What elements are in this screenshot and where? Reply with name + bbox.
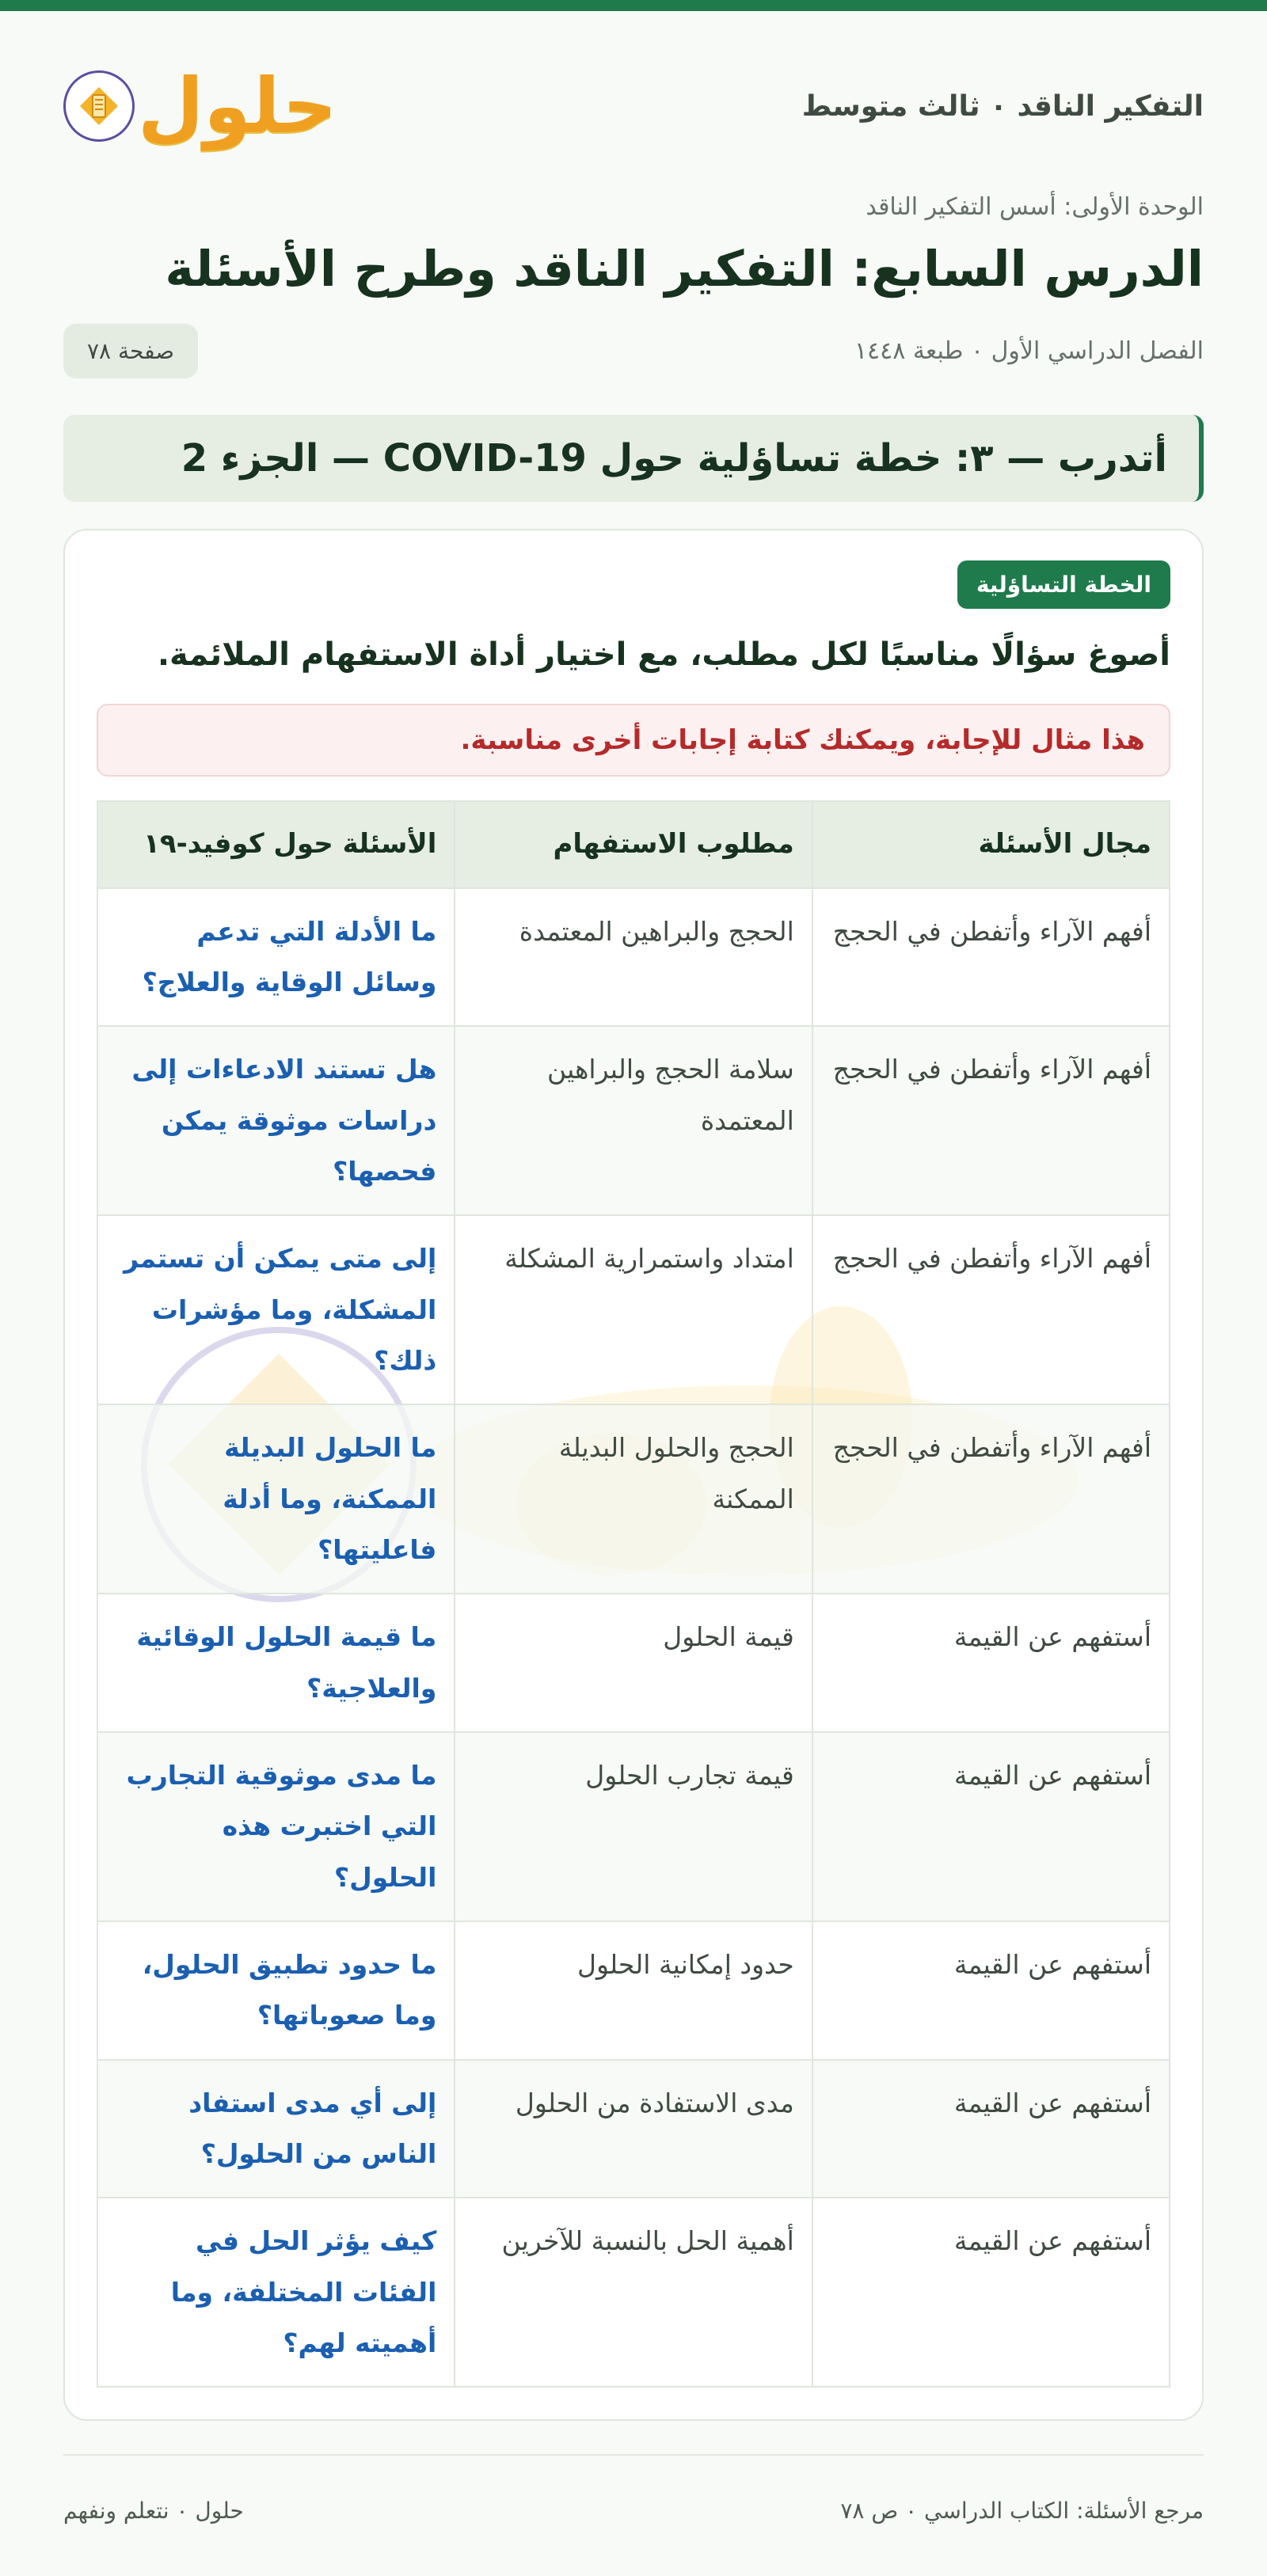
lesson-meta: الفصل الدراسي الأول ٠ طبعة ١٤٤٨	[854, 336, 1204, 365]
top-accent-bar	[0, 0, 1267, 11]
cell-requirement: حدود إمكانية الحلول	[455, 1921, 812, 2060]
page-header	[63, 11, 1204, 193]
cell-requirement: الحجج والبراهين المعتمدة	[455, 888, 812, 1027]
table-row	[97, 2060, 1170, 2198]
cell-requirement: امتداد واستمرارية المشكلة	[455, 1215, 812, 1404]
cell-field: أستفهم عن القيمة	[812, 1732, 1170, 1921]
instruction-text: أصوغ سؤالًا مناسبًا لكل مطلب، مع اختيار أداة الاستفهام الملائمة.	[157, 636, 1170, 673]
header-title: التفكير الناقد ٠ ثالث متوسط	[801, 89, 1204, 123]
cell-requirement: أهمية الحل بالنسبة للآخرين	[455, 2198, 812, 2387]
cell-field: أستفهم عن القيمة	[812, 1594, 1170, 1732]
lesson-title: الدرس السابع: التفكير الناقد وطرح الأسئلة	[165, 240, 1204, 298]
table-row	[97, 1404, 1170, 1594]
table-row	[97, 1215, 1170, 1404]
column-header-requirement: مطلوب الاستفهام	[455, 801, 812, 888]
table-row	[97, 2198, 1170, 2387]
table-row	[97, 1026, 1170, 1215]
cell-question: ما مدى موثوقية التجارب التي اختبرت هذه الحلول؟	[97, 1732, 455, 1921]
cell-requirement: مدى الاستفادة من الحلول	[455, 2060, 812, 2198]
book-pencil-icon	[63, 70, 135, 142]
cell-requirement: قيمة تجارب الحلول	[455, 1732, 812, 1921]
table-header-row	[97, 801, 1170, 888]
table-row	[97, 1921, 1170, 2060]
page-number-chip: صفحة ٧٨	[63, 324, 198, 378]
cell-question: ما قيمة الحلول الوقائية والعلاجية؟	[97, 1594, 455, 1732]
logo-text: حلول	[138, 62, 337, 150]
cell-question: ما حدود تطبيق الحلول، وما صعوباتها؟	[97, 1921, 455, 2060]
section-header	[63, 415, 1204, 502]
sample-answer-note: هذا مثال للإجابة، ويمكنك كتابة إجابات أخرى مناسبة.	[97, 704, 1170, 777]
cell-field: أفهم الآراء وأتفطن في الحجج	[812, 888, 1170, 1027]
page	[0, 11, 1267, 2565]
cell-field: أستفهم عن القيمة	[812, 1921, 1170, 2060]
cell-question: كيف يؤثر الحل في الفئات المختلفة، وما أهميته لهم؟	[97, 2198, 455, 2387]
cell-requirement: سلامة الحجج والبراهين المعتمدة	[455, 1026, 812, 1215]
question-plan-card	[63, 529, 1204, 2422]
table-row	[97, 888, 1170, 1027]
cell-question: إلى أي مدى استفاد الناس من الحلول؟	[97, 2060, 455, 2198]
table-row	[97, 1732, 1170, 1921]
column-header-field: مجال الأسئلة	[812, 801, 1170, 888]
cell-field: أفهم الآراء وأتفطن في الحجج	[812, 1215, 1170, 1404]
question-plan-table	[97, 800, 1170, 2388]
plan-badge: الخطة التساؤلية	[957, 560, 1170, 609]
column-header-questions: الأسئلة حول كوفيد-١٩	[97, 801, 455, 888]
cell-question: ما الحلول البديلة الممكنة، وما أدلة فاعليتها؟	[97, 1404, 455, 1594]
section-title: أتدرب — ٣: خطة تساؤلية حول COVID-19 — الجزء 2	[181, 435, 1167, 481]
cell-question: ما الأدلة التي تدعم وسائل الوقاية والعلاج؟	[97, 888, 455, 1027]
brand-logo[interactable]	[63, 62, 337, 150]
cell-field: أفهم الآراء وأتفطن في الحجج	[812, 1026, 1170, 1215]
cell-field: أستفهم عن القيمة	[812, 2198, 1170, 2387]
cell-question: هل تستند الادعاءات إلى دراسات موثوقة يمكن فحصها؟	[97, 1026, 455, 1215]
footer-brand: حلول ٠ نتعلم ونفهم	[63, 2497, 244, 2524]
unit-label: الوحدة الأولى: أسس التفكير الناقد	[866, 193, 1204, 221]
lesson-meta-row	[63, 324, 1204, 378]
cell-field: أفهم الآراء وأتفطن في الحجج	[812, 1404, 1170, 1594]
cell-requirement: قيمة الحلول	[455, 1594, 812, 1732]
cell-question: إلى متى يمكن أن تستمر المشكلة، وما مؤشرات ذلك؟	[97, 1215, 455, 1404]
footer-reference: مرجع الأسئلة: الكتاب الدراسي ٠ ص ٧٨	[840, 2497, 1204, 2524]
cell-field: أستفهم عن القيمة	[812, 2060, 1170, 2198]
page-footer	[63, 2454, 1204, 2565]
table-row	[97, 1594, 1170, 1732]
cell-requirement: الحجج والحلول البديلة الممكنة	[455, 1404, 812, 1594]
